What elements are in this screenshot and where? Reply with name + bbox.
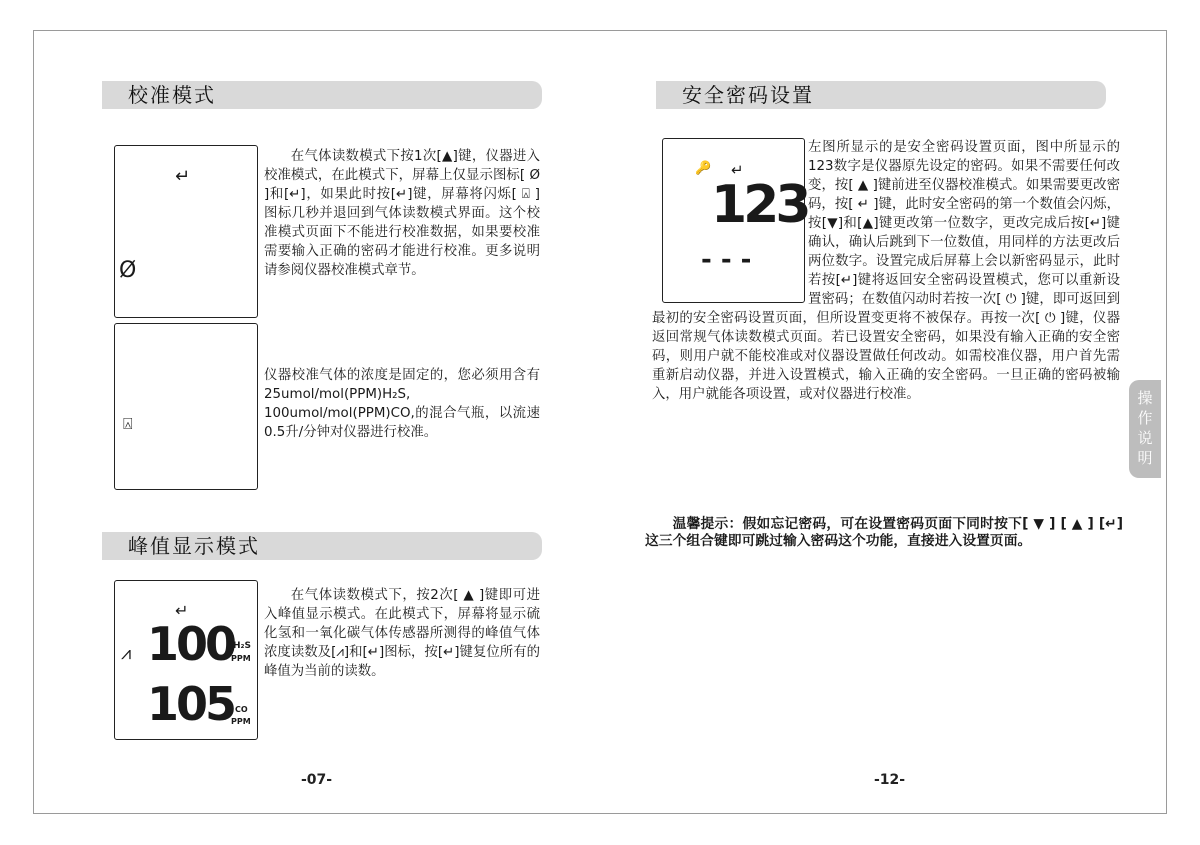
enter-icon: ↵ [175,601,189,620]
peak-title: 峰值显示模式 [102,532,542,560]
calibration-title: 校准模式 [102,81,542,109]
page-number-right: -12- [874,772,906,788]
h2s-unit: PPM [231,654,251,663]
key-icon: 🔑 [695,161,712,176]
side-tab-operation [1129,380,1161,478]
peak-lcd [114,580,258,740]
side-tab-char: 说 [1137,429,1153,447]
calibration-lcd [114,145,258,318]
gas-bottle-icon: ⍓ [123,414,133,433]
side-tab-char: 操 [1137,389,1153,407]
enter-icon: ↵ [731,161,744,179]
side-tab-char: 明 [1137,449,1153,467]
security-paragraph: 左图所显示的是安全密码设置页面，图中所显示的123数字是仪器原先设定的密码。如果不需要任何改变，按[ ▲ ]键前进至仪器校准模式。如果需要更改密码，按[ ↵ ]键，此时安全密码的第一个数值会闪烁，按[▼]和[▲]键更改第一位数字，更改完成后按[↵]键确认，确认后跳到下一位数值，用同样的方法更改后两位数字。设置完成后屏幕上会以新密码显示，此时若按[↵]键将返回安全密码设置模式，您可以重新设置密码；在数值闪动时若按一次[ ⏻ ]键，即可返回到最初的安全密码设置页面，但所设置变更将不被保存。再按一次[ ⏻ ]键，仪器返回常规气体读数模式页面。若已设置安全密码，如果没有输入正确的安全密码，则用户就不能校准或对仪器设置做任何改动。如需校准仪器，用户首先需重新启动仪器，并进入设置模式，输入正确的安全密码。一旦正确的密码被输入，用户就能各项设置，或对仪器进行校准。 [652,140,1120,402]
peak-paragraph: 在气体读数模式下，按2次[ ▲ ]键即可进入峰值显示模式。在此模式下，屏幕将显示硫化氢和一氧化碳气体传感器所测得的峰值气体浓度读数及[⩘]和[↵]图标，按[↵]键复位所有的峰值为当前的读数。 [264,588,540,679]
calibration-bottle-lcd [114,323,258,490]
enter-icon: ↵ [175,166,191,187]
h2s-reading: 100 [147,617,235,671]
peak-icon: ⩘ [121,643,132,664]
password-dashes: - - - [701,245,752,275]
co-reading: 105 [147,677,235,731]
side-tab-char: 作 [1137,409,1153,427]
co-unit: PPM [231,717,251,726]
co-label: CO [235,705,248,714]
password-tip: 温馨提示：假如忘记密码，可在设置密码页面下同时按下[ ▼ ] [ ▲ ] [↵]这三个组合键即可跳过输入密码这个功能，直接进入设置页面。 [645,516,1123,549]
page-number-left: -07- [301,772,333,788]
security-title: 安全密码设置 [656,81,1106,109]
calibration-paragraph-2: 仪器校准气体的浓度是固定的，您必须用含有25umol/mol(PPM)H₂S, 100umol/mol(PPM)CO,的混合气瓶，以流速0.5升/分钟对仪器进行校准。 [264,368,540,440]
h2s-label: H₂S [233,641,251,651]
null-icon: Ø [119,258,137,283]
calibration-paragraph-1: 在气体读数模式下按1次[▲]键，仪器进入校准模式，在此模式下，屏幕上仅显示图标[ Ø ]和[↵]，如果此时按[↵]键，屏幕将闪烁[ ⍓ ]图标几秒并退回到气体读数模式界面。这个校准模式页面下不能进行校准数据，如果要校准需要输入正确的密码才能进行校准。更多说明请参阅仪器校准模式章节。 [264,149,540,278]
password-digits: 123 [711,175,808,235]
